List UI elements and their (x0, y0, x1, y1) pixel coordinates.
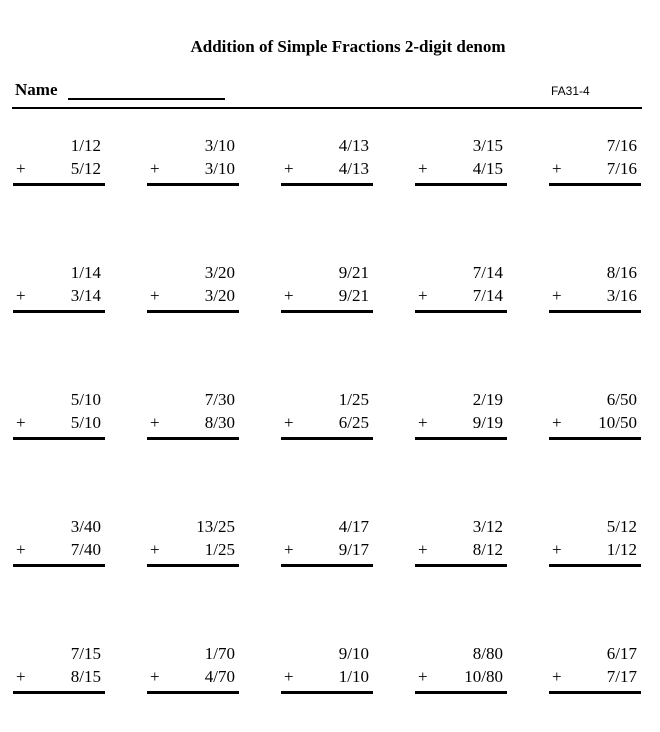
answer-line (13, 564, 105, 567)
answer-line (281, 183, 373, 186)
top-fraction: 4/13 (338, 136, 369, 155)
top-fraction: 7/30 (204, 390, 235, 409)
answer-line (281, 310, 373, 313)
bottom-fraction: 8/15 (70, 667, 101, 686)
plus-sign: + (16, 667, 26, 686)
plus-sign: + (552, 159, 562, 178)
addition-problem (147, 391, 239, 441)
plus-sign: + (150, 667, 160, 686)
addition-problem (549, 137, 641, 187)
top-fraction: 8/16 (606, 263, 637, 282)
top-fraction: 8/80 (472, 644, 503, 663)
addition-problem (281, 518, 373, 568)
plus-sign: + (552, 540, 562, 559)
bottom-fraction: 7/40 (70, 540, 101, 559)
top-fraction: 2/19 (472, 390, 503, 409)
top-fraction: 3/10 (204, 136, 235, 155)
bottom-fraction: 10/80 (464, 667, 503, 686)
bottom-fraction: 3/16 (606, 286, 637, 305)
addition-problem (147, 137, 239, 187)
plus-sign: + (418, 159, 428, 178)
top-fraction: 3/20 (204, 263, 235, 282)
addition-problem (13, 645, 105, 695)
bottom-fraction: 9/17 (338, 540, 369, 559)
worksheet-code: FA31-4 (551, 84, 590, 98)
answer-line (549, 183, 641, 186)
answer-line (13, 183, 105, 186)
answer-line (147, 437, 239, 440)
answer-line (549, 310, 641, 313)
addition-problem (415, 264, 507, 314)
bottom-fraction: 7/14 (472, 286, 503, 305)
answer-line (281, 564, 373, 567)
addition-problem (13, 264, 105, 314)
addition-problem (415, 137, 507, 187)
bottom-fraction: 8/30 (204, 413, 235, 432)
addition-problem (13, 391, 105, 441)
addition-problem (281, 645, 373, 695)
plus-sign: + (150, 540, 160, 559)
top-fraction: 9/21 (338, 263, 369, 282)
addition-problem (281, 137, 373, 187)
addition-problem (13, 137, 105, 187)
answer-line (549, 437, 641, 440)
bottom-fraction: 9/19 (472, 413, 503, 432)
plus-sign: + (418, 413, 428, 432)
bottom-fraction: 10/50 (598, 413, 637, 432)
top-fraction: 3/12 (472, 517, 503, 536)
plus-sign: + (552, 413, 562, 432)
top-fraction: 5/10 (70, 390, 101, 409)
answer-line (147, 564, 239, 567)
bottom-fraction: 5/12 (70, 159, 101, 178)
bottom-fraction: 6/25 (338, 413, 369, 432)
plus-sign: + (284, 667, 294, 686)
answer-line (549, 691, 641, 694)
addition-problem (147, 264, 239, 314)
plus-sign: + (150, 413, 160, 432)
plus-sign: + (284, 413, 294, 432)
plus-sign: + (552, 286, 562, 305)
plus-sign: + (284, 159, 294, 178)
answer-line (147, 183, 239, 186)
plus-sign: + (418, 540, 428, 559)
bottom-fraction: 7/16 (606, 159, 637, 178)
addition-problem (415, 645, 507, 695)
plus-sign: + (16, 540, 26, 559)
bottom-fraction: 4/13 (338, 159, 369, 178)
top-fraction: 7/14 (472, 263, 503, 282)
answer-line (415, 437, 507, 440)
plus-sign: + (552, 667, 562, 686)
addition-problem (549, 518, 641, 568)
answer-line (415, 691, 507, 694)
answer-line (415, 183, 507, 186)
top-fraction: 1/25 (338, 390, 369, 409)
answer-line (415, 564, 507, 567)
bottom-fraction: 1/12 (606, 540, 637, 559)
bottom-fraction: 1/25 (204, 540, 235, 559)
top-fraction: 1/70 (204, 644, 235, 663)
answer-line (281, 437, 373, 440)
addition-problem (415, 518, 507, 568)
addition-problem (549, 645, 641, 695)
answer-line (147, 310, 239, 313)
plus-sign: + (16, 159, 26, 178)
worksheet-title: Addition of Simple Fractions 2-digit denom (190, 37, 506, 56)
top-fraction: 4/17 (338, 517, 369, 536)
plus-sign: + (284, 286, 294, 305)
bottom-fraction: 1/10 (338, 667, 369, 686)
addition-problem (281, 391, 373, 441)
answer-line (281, 691, 373, 694)
plus-sign: + (150, 286, 160, 305)
top-fraction: 1/14 (70, 263, 101, 282)
addition-problem (281, 264, 373, 314)
bottom-fraction: 3/20 (204, 286, 235, 305)
answer-line (13, 437, 105, 440)
plus-sign: + (284, 540, 294, 559)
answer-line (13, 310, 105, 313)
name-blank-line (68, 98, 225, 100)
top-fraction: 6/17 (606, 644, 637, 663)
bottom-fraction: 5/10 (70, 413, 101, 432)
bottom-fraction: 3/14 (70, 286, 101, 305)
top-fraction: 6/50 (606, 390, 637, 409)
answer-line (13, 691, 105, 694)
answer-line (549, 564, 641, 567)
plus-sign: + (150, 159, 160, 178)
top-fraction: 5/12 (606, 517, 637, 536)
plus-sign: + (16, 286, 26, 305)
addition-problem (549, 264, 641, 314)
addition-problem (415, 391, 507, 441)
bottom-fraction: 4/70 (204, 667, 235, 686)
plus-sign: + (16, 413, 26, 432)
top-fraction: 13/25 (196, 517, 235, 536)
top-fraction: 3/40 (70, 517, 101, 536)
top-fraction: 1/12 (70, 136, 101, 155)
bottom-fraction: 4/15 (472, 159, 503, 178)
top-fraction: 7/16 (606, 136, 637, 155)
bottom-fraction: 7/17 (606, 667, 637, 686)
bottom-fraction: 3/10 (204, 159, 235, 178)
answer-line (147, 691, 239, 694)
answer-line (415, 310, 507, 313)
plus-sign: + (418, 286, 428, 305)
addition-problem (13, 518, 105, 568)
plus-sign: + (418, 667, 428, 686)
top-fraction: 9/10 (338, 644, 369, 663)
name-label: Name (15, 80, 58, 99)
addition-problem (147, 518, 239, 568)
header-divider (12, 107, 642, 109)
top-fraction: 3/15 (472, 136, 503, 155)
bottom-fraction: 8/12 (472, 540, 503, 559)
addition-problem (549, 391, 641, 441)
bottom-fraction: 9/21 (338, 286, 369, 305)
addition-problem (147, 645, 239, 695)
top-fraction: 7/15 (70, 644, 101, 663)
